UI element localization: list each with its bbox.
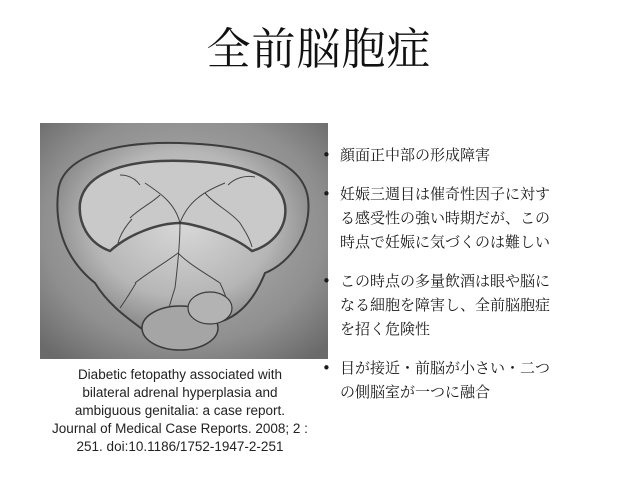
bullet-item [318, 143, 618, 167]
bullet-text: 目が接近・前脳が小さい・二つ [340, 359, 551, 377]
bullet-icon: • [322, 272, 331, 290]
bullet-item [318, 356, 618, 404]
bullet-list [318, 143, 618, 419]
bullet-item [318, 182, 618, 254]
bullet-item [318, 269, 618, 341]
caption-line: 251. doi:10.1186/1752-1947-2-251 [76, 439, 284, 454]
bullet-text: の側脳室が一つに融合 [340, 383, 491, 401]
specimen-photo [40, 123, 328, 359]
bullet-icon: • [322, 359, 331, 377]
caption-line: bilateral adrenal hyperplasia and [82, 385, 278, 400]
bullet-icon: • [322, 146, 331, 164]
caption-line: Journal of Medical Case Reports. 2008; 2 : [52, 421, 308, 436]
bullet-text: この時点の多量飲酒は眼や脳に [340, 272, 551, 290]
bullet-text: 時点で妊娠に気づくのは難しい [340, 233, 551, 251]
bullet-text: なる細胞を障害し、全前脳胞症 [340, 296, 551, 314]
bullet-icon: • [322, 185, 331, 203]
bullet-text: を招く危険性 [340, 320, 431, 338]
bullet-text: 妊娠三週目は催奇性因子に対す [340, 185, 551, 203]
slide-title: 全前脳胞症 [206, 24, 432, 75]
caption-line: Diabetic fetopathy associated with [77, 367, 283, 382]
specimen-photo-illustration [40, 123, 328, 359]
image-caption [12, 366, 348, 456]
bullet-text: 顔面正中部の形成障害 [340, 146, 491, 164]
bullet-text: る感受性の強い時期だが、この [340, 209, 551, 227]
caption-line: ambiguous genitalia: a case report. [74, 403, 286, 418]
